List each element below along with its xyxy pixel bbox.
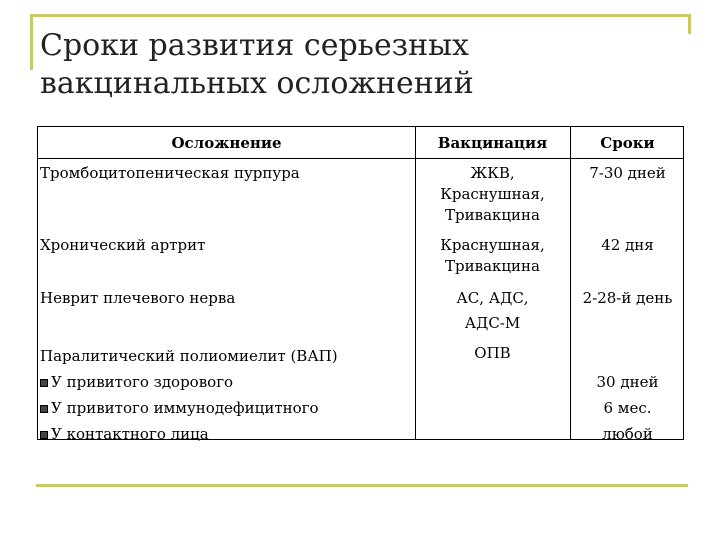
bullet-icon <box>40 431 48 439</box>
bullet-icon <box>40 405 48 413</box>
row-4-title: Паралитический полиомиелит (ВАП) <box>40 347 338 365</box>
row-4-terms <box>570 369 685 447</box>
row-1-vaccine-line: Тривакцина <box>445 206 540 224</box>
header-terms: Сроки <box>600 134 655 152</box>
row-4-sub-item <box>40 369 338 395</box>
row-4-complication <box>40 343 338 447</box>
row-3-vaccine-line: АДС-М <box>464 314 521 332</box>
row-4-vaccination: ОПВ <box>474 344 511 362</box>
header-vaccination: Вакцинация <box>437 134 548 152</box>
row-1-vaccine-line: ЖКВ, <box>470 164 515 182</box>
decor-rule-right <box>688 14 691 34</box>
bullet-icon <box>40 379 48 387</box>
sub-item-term: 6 мес. <box>603 399 652 417</box>
row-1-vaccination <box>415 163 570 226</box>
title-line-2: вакцинальных осложнений <box>40 66 474 101</box>
complications-table <box>37 126 684 443</box>
row-2-complication: Хронический артрит <box>40 236 206 254</box>
slide-title <box>40 27 680 103</box>
sub-item-label: У привитого здорового <box>51 373 234 391</box>
row-3-vaccine-line: АС, АДС, <box>456 289 529 307</box>
decor-rule-left <box>30 14 33 70</box>
sub-item-label: У контактного лица <box>51 425 209 443</box>
row-1-vaccine-line: Краснушная, <box>440 185 545 203</box>
header-complication: Осложнение <box>171 134 282 152</box>
row-3-terms: 2-28-й день <box>582 289 673 307</box>
title-line-1: Сроки развития серьезных <box>40 28 469 63</box>
row-2-vaccination <box>415 235 570 277</box>
row-4-sub-item <box>40 395 338 421</box>
row-2-terms: 42 дня <box>601 236 654 254</box>
sub-item-term: любой <box>602 425 653 443</box>
row-2-vaccine-line: Краснушная, <box>440 236 545 254</box>
row-2-vaccine-line: Тривакцина <box>445 257 540 275</box>
row-3-vaccination <box>415 286 570 336</box>
row-1-complication: Тромбоцитопеническая пурпура <box>40 164 300 182</box>
sub-item-term: 30 дней <box>596 373 659 391</box>
decor-rule-top <box>30 14 690 17</box>
sub-item-label: У привитого иммунодефицитного <box>51 399 319 417</box>
decor-rule-bottom <box>36 484 688 487</box>
row-1-terms: 7-30 дней <box>589 164 666 182</box>
row-4-sub-item <box>40 421 338 447</box>
header-divider <box>38 158 683 159</box>
row-3-complication: Неврит плечевого нерва <box>40 289 236 307</box>
